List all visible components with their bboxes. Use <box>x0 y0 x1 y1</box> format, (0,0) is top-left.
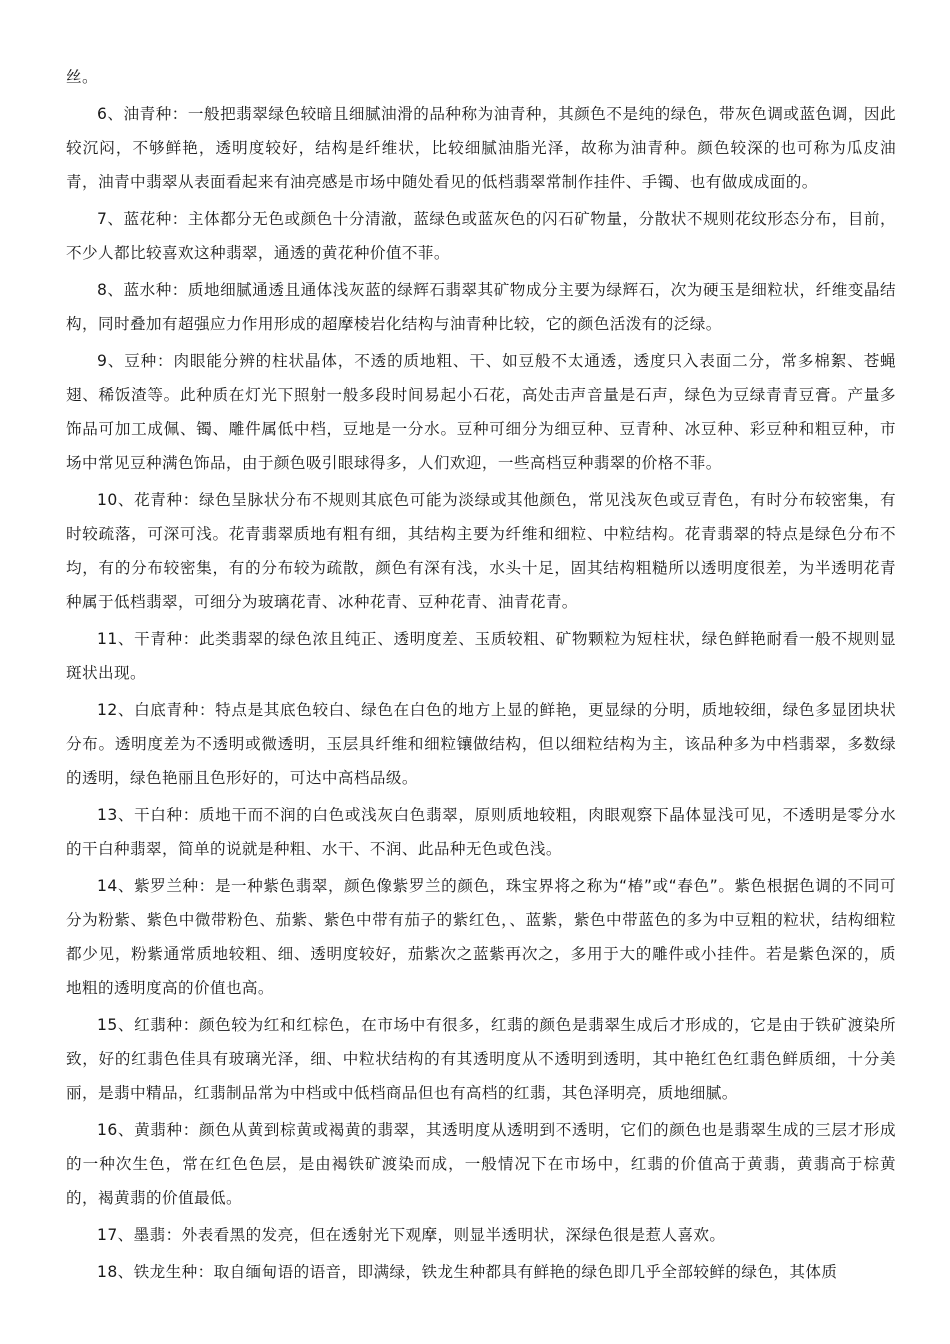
paragraph-bean-variety: 9、豆种：肉眼能分辨的柱状晶体，不透的质地粗、干、如豆般不太通透，透度只入表面二分，常多棉絮、苍蝇翅、稀饭渣等。此种质在灯光下照射一般多段时间易起小石花，高处击声音量是石声，绿色为豆绿青青豆膏。产量多饰品可加工成佩、镯、雕件属低中档，豆地是一分水。豆种可细分为细豆种、豆青种、冰豆种、彩豆种和粗豆种，市场中常见豆种满色饰品，由于颜色吸引眼球得多，人们欢迎，一些高档豆种翡翠的价格不菲。 <box>66 352 896 472</box>
document-body <box>66 60 896 1289</box>
paragraph-red-jadeite-variety: 15、红翡种：颜色较为红和红棕色，在市场中有很多，红翡的颜色是翡翠生成后才形成的，它是由于铁矿渡染所致，好的红翡色佳具有玻璃光泽，细、中粒状结构的有其透明度从不透明到透明，其中艳红色红翡色鲜质细，十分美丽，是翡中精品，红翡制品常为中档或中低档商品但也有高档的红翡，其色泽明亮，质地细腻。 <box>66 1016 896 1102</box>
paragraph-continuation: 丝。 <box>66 68 98 86</box>
paragraph-blue-water-variety: 8、蓝水种：质地细腻通透且通体浅灰蓝的绿辉石翡翠其矿物成分主要为绿辉石，次为硬玉是细粒状，纤维变晶结构，同时叠加有超强应力作用形成的超摩棱岩化结构与油青种比较，它的颜色活泼有的泛绿。 <box>66 281 896 333</box>
paragraph-yellow-jadeite-variety: 16、黄翡种：颜色从黄到棕黄或褐黄的翡翠，其透明度从透明到不透明，它们的颜色也是翡翠生成的三层才形成的一种次生色，常在红色色层，是由褐铁矿渡染而成，一般情况下在市场中，红翡的价值高于黄翡，黄翡高于棕黄的，褐黄翡的价值最低。 <box>66 1121 896 1207</box>
paragraph-tie-long-sheng-variety: 18、铁龙生种：取自缅甸语的语音，即满绿，铁龙生种都具有鲜艳的绿色即几乎全部较鲜的绿色，其体质 <box>97 1263 838 1281</box>
paragraph-dry-white-variety: 13、干白种：质地干而不润的白色或浅灰白色翡翠，原则质地较粗，肉眼观察下晶体显浅可见，不透明是零分水的干白种翡翠，简单的说就是种粗、水干、不润、此品种无色或色浅。 <box>66 806 896 858</box>
paragraph-dry-green-variety: 11、干青种：此类翡翠的绿色浓且纯正、透明度差、玉质较粗、矿物颗粒为短柱状，绿色鲜艳耐看一般不规则显斑状出现。 <box>66 630 896 682</box>
paragraph-oil-green-variety: 6、油青种：一般把翡翠绿色较暗且细腻油滑的品种称为油青种，其颜色不是纯的绿色，带灰色调或蓝色调，因此较沉闷，不够鲜艳，透明度较好，结构是纤维状，比较细腻油脂光泽，故称为油青种。颜色较深的也可称为瓜皮油青，油青中翡翠从表面看起来有油亮感是市场中随处看见的低档翡翠常制作挂件、手镯、也有做成成面的。 <box>66 105 896 191</box>
paragraph-lavender-variety: 14、紫罗兰种：是一种紫色翡翠，颜色像紫罗兰的颜色，珠宝界将之称为“椿”或“春色”。紫色根据色调的不同可分为粉紫、紫色中微带粉色、茄紫、紫色中带有茄子的紫红色，、蓝紫，紫色中带蓝色的多为中豆粗的粒状，结构细粒都少见，粉紫通常质地较粗、细、透明度较好，茄紫次之蓝紫再次之，多用于大的雕件或小挂件。若是紫色深的，质地粗的透明度高的价值也高。 <box>66 877 896 997</box>
paragraph-blue-flower-variety: 7、蓝花种：主体都分无色或颜色十分清澈，蓝绿色或蓝灰色的闪石矿物量，分散状不规则花纹形态分布，目前，不少人都比较喜欢这种翡翠，通透的黄花种价值不菲。 <box>66 210 896 262</box>
paragraph-white-base-green-variety: 12、白底青种：特点是其底色较白、绿色在白色的地方上显的鲜艳，更显绿的分明，质地较细，绿色多显团块状分布。透明度差为不透明或微透明，玉层具纤维和细粒镶做结构，但以细粒结构为主，该品种多为中档翡翠，多数绿的透明，绿色艳丽且色形好的，可达中高档品级。 <box>66 701 896 787</box>
paragraph-flower-green-variety: 10、花青种：绿色呈脉状分布不规则其底色可能为淡绿或其他颜色，常见浅灰色或豆青色，有时分布较密集，有时较疏落，可深可浅。花青翡翠质地有粗有细，其结构主要为纤维和细粒、中粒结构。花青翡翠的特点是绿色分布不均，有的分布较密集，有的分布较为疏散，颜色有深有浅，水头十足，固其结构粗糙所以透明度很差，为半透明花青种属于低档翡翠，可细分为玻璃花青、冰种花青、豆种花青、油青花青。 <box>66 491 896 611</box>
paragraph-black-jadeite: 17、墨翡：外表看黑的发亮，但在透射光下观摩，则显半透明状，深绿色很是惹人喜欢。 <box>97 1226 726 1244</box>
